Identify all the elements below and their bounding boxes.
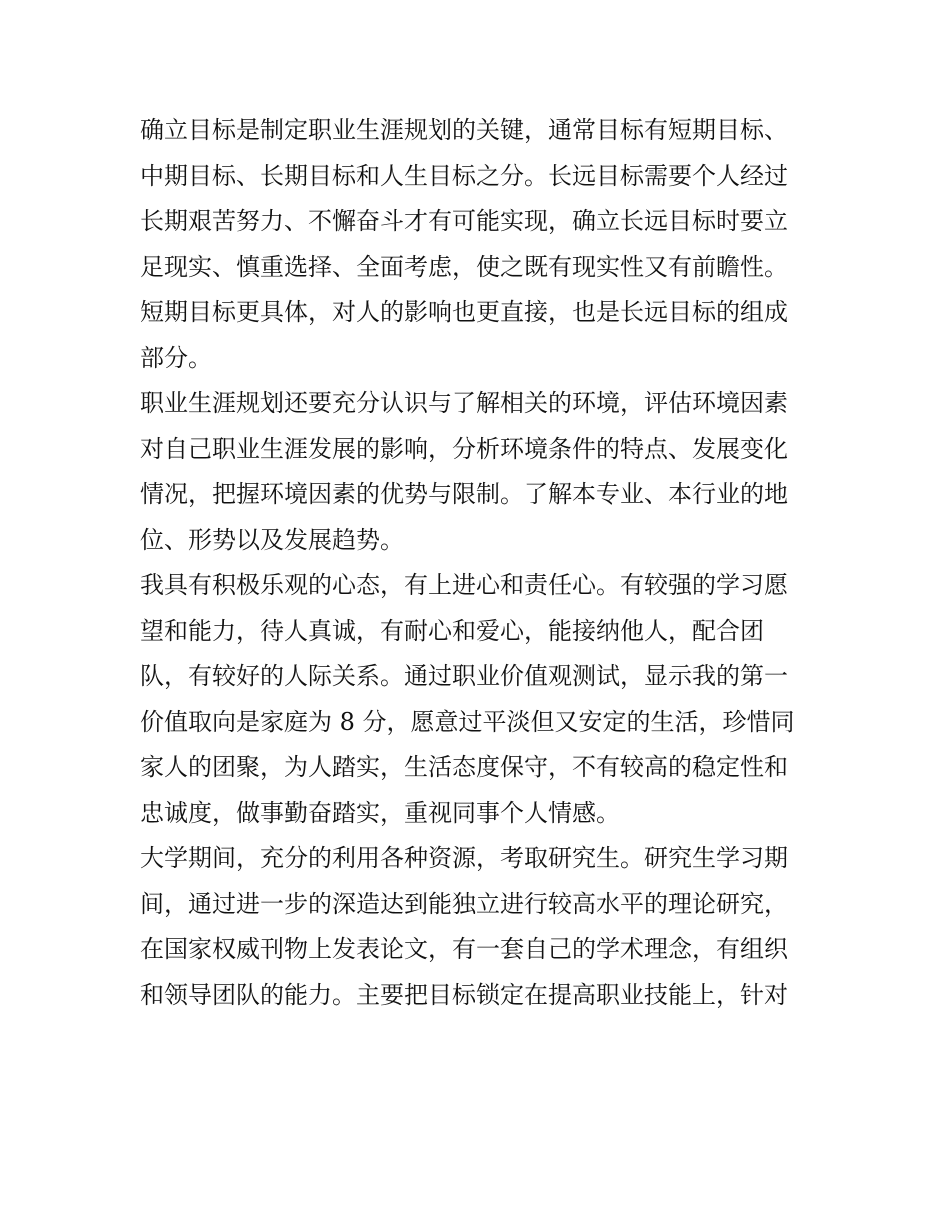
text-line: 确立目标是制定职业生涯规划的关键，通常目标有短期目标、 <box>140 116 788 144</box>
text-line: 价值取向是家庭为 8 分，愿意过平淡但又安定的生活，珍惜同 <box>140 707 795 736</box>
text-line: 在国家权威刊物上发表论文，有一套自己的学术理念，有组织 <box>140 935 788 963</box>
paragraph-self-assessment <box>140 563 840 836</box>
text-line: 间，通过进一步的深造达到能独立进行较高水平的理论研究， <box>140 889 788 918</box>
document-body <box>140 108 840 1018</box>
text-line: 中期目标、长期目标和人生目标之分。长远目标需要个人经过 <box>140 161 788 190</box>
paragraph-career-goals <box>140 108 840 381</box>
text-line: 忠诚度，做事勤奋踏实，重视同事个人情感。 <box>140 798 620 827</box>
text-line: 足现实、慎重选择、全面考虑，使之既有现实性又有前瞻性。 <box>140 252 788 281</box>
text-line: 我具有积极乐观的心态，有上进心和责任心。有较强的学习愿 <box>140 571 788 599</box>
text-line: 长期艰苦努力、不懈奋斗才有可能实现，确立长远目标时要立 <box>140 207 788 235</box>
text-line: 望和能力，待人真诚，有耐心和爱心，能接纳他人，配合团 <box>140 616 764 645</box>
text-line: 情况，把握环境因素的优势与限制。了解本专业、本行业的地 <box>140 480 788 508</box>
text-line: 位、形势以及发展趋势。 <box>140 525 404 554</box>
text-line: 短期目标更具体，对人的影响也更直接，也是长远目标的组成 <box>140 298 788 326</box>
paragraph-university-plan <box>140 836 840 1018</box>
text-line: 对自己职业生涯发展的影响，分析环境条件的特点、发展变化 <box>140 434 788 463</box>
text-line: 家人的团聚，为人踏实，生活态度保守，不有较高的稳定性和 <box>140 753 788 781</box>
paragraph-environment-analysis <box>140 381 840 563</box>
text-line: 部分。 <box>140 343 212 372</box>
text-line: 大学期间，充分的利用各种资源，考取研究生。研究生学习期 <box>140 844 788 872</box>
text-line: 职业生涯规划还要充分认识与了解相关的环境，评估环境因素 <box>140 389 788 417</box>
text-line: 和领导团队的能力。主要把目标锁定在提高职业技能上，针对 <box>140 980 788 1009</box>
text-line: 队，有较好的人际关系。通过职业价值观测试，显示我的第一 <box>140 662 788 690</box>
